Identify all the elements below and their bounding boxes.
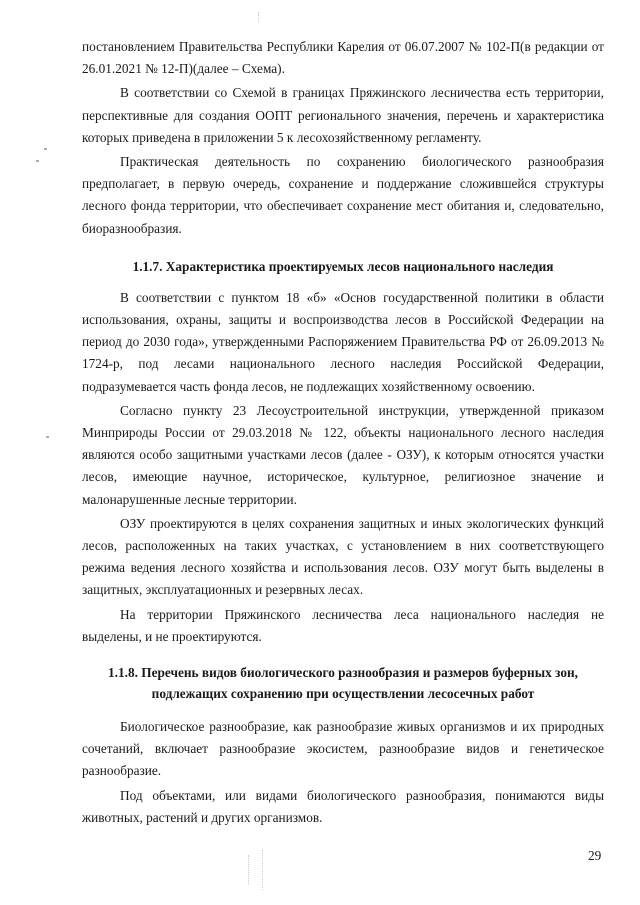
paragraph-biodiversity-definition: Биологическое разнообразие, как разнообразие живых организмов и их природных сочетаний, включает разнообразие экосистем, разнообразие видов и генетическое разнообразие.	[82, 719, 604, 779]
section-heading-1-1-8-line2: подлежащих сохранению при осуществлении лесосечных работ	[151, 686, 535, 702]
scan-mark	[44, 148, 47, 150]
scan-mark	[36, 160, 39, 162]
scan-mark	[46, 436, 49, 438]
section-heading-1-1-8-line1: 1.1.8. Перечень видов биологического разнообразия и размеров буферных зон,	[108, 665, 578, 681]
scan-dotline	[262, 850, 264, 890]
paragraph-ozu-definition: Согласно пункту 23 Лесоустроительной инструкции, утвержденной приказом Минприроды России от 29.03.2018 № 122, объекты национального лесного наследия являются особо защитными участками лесов (далее - ОЗУ), к которым относятся участки лесов, имеющие научное, историческое, культурное, религиозное значение и малонарушенные лесные территории.	[82, 402, 604, 507]
scan-dotline	[248, 855, 250, 885]
paragraph-schema-reference: постановлением Правительства Республики Карелия от 06.07.2007 № 102-П(в редакции от 26.01.2021 № 12-П)(далее – Схема).	[82, 39, 604, 77]
document-body	[82, 36, 604, 829]
page-number: 29	[588, 848, 602, 863]
section-heading-1-1-8	[82, 662, 604, 704]
paragraph-oopt-territories: В соответствии со Схемой в границах Пряжинского лесничества есть территории, перспективные для создания ООПТ регионального значения, перечень и характеристика которых приведена в приложении 5 к лесохозяйственному регламенту.	[82, 85, 604, 145]
paragraph-ozu-purpose: ОЗУ проектируются в целях сохранения защитных и иных экологических функций лесов, расположенных на таких участках, с установлением в них соответствующего режима ведения лесного хозяйства и использования лесов. ОЗУ могут быть выделены в защитных, эксплуатационных и резервных лесах.	[82, 515, 604, 598]
section-heading-1-1-7: 1.1.7. Характеристика проектируемых лесов национального наследия	[132, 258, 554, 274]
scan-dotline	[258, 12, 260, 22]
paragraph-national-heritage-definition: В соответствии с пунктом 18 «б» «Основ государственной политики в области использования, охраны, защиты и воспроизводства лесов в Российской Федерации на период до 2030 года», утвержденными Распоряжением Правительства РФ от 26.09.2013 № 1724-р, под лесами национального лесного наследия Российской Федерации, подразумевается часть фонда лесов, не подлежащих хозяйственному освоению.	[82, 289, 604, 394]
paragraph-not-designated: На территории Пряжинского лесничества леса национального наследия не выделены, и не проектируются.	[82, 606, 604, 644]
paragraph-biodiversity-practice: Практическая деятельность по сохранению биологического разнообразия предполагает, в первую очередь, сохранение и поддержание сложившейся структуры лесного фонда территории, что обеспечивает сохранение мест обитания и, следовательно, биоразнообразия.	[82, 154, 604, 236]
paragraph-biodiversity-objects: Под объектами, или видами биологического разнообразия, понимаются виды животных, растений и других организмов.	[82, 787, 604, 825]
